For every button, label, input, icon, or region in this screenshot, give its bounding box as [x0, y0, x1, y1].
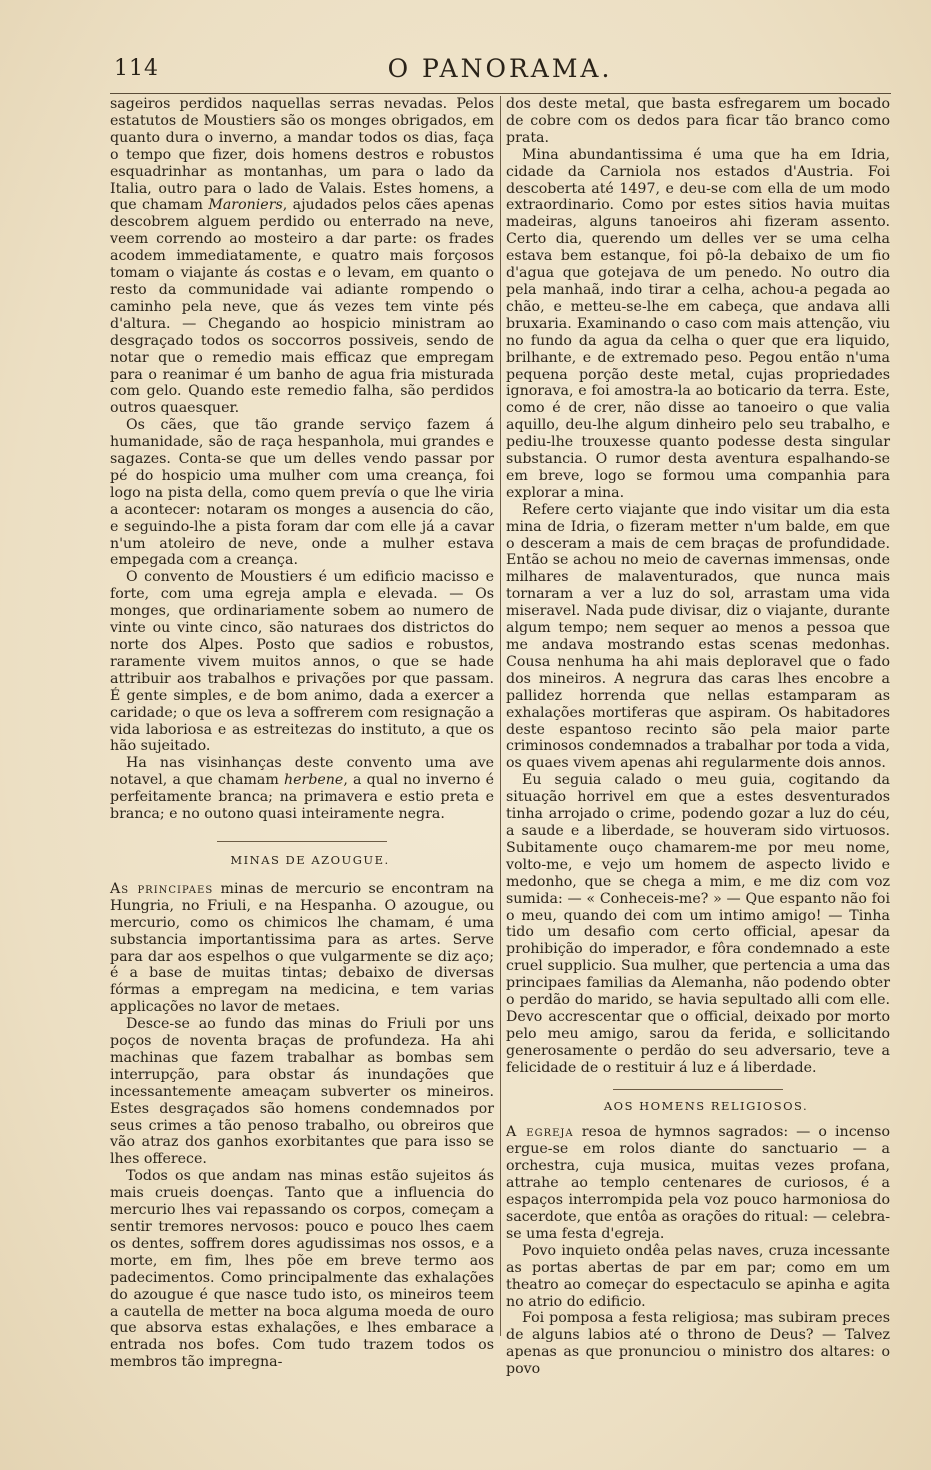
text-run: minas de mercurio se encontram na Hungria, no Friuli, e na Hespanha. O azougue, ou mercurio, como os chimicos lhe chamam, é uma substancia importantissima para as artes. Serve para dar aos espelhos o que vulgarmente se diz aço; é a base de muitas tintas; debaixo de diversas fórmas a empregam na medicina, e tem varias applicações no lavor de metaes.	[110, 880, 494, 1016]
page-header	[110, 50, 890, 90]
text-run: Ha nas visinhanças deste convento uma ave notavel, a que chamam	[110, 755, 494, 789]
paragraph: Refere certo viajante que indo visitar um dia esta mina de Idria, o fizeram metter n'um balde, em que o desceram a mais de cem braças de profundidade. Então se achou no meio de cavernas immensas, onde milhares de malaventurados, que nunca mais tornaram a ver a luz do sol, arrastam uma vida miseravel. Nada pude divisar, diz o viajante, durante algum tempo; nem sequer ao menos a pessoa que me andava mostrando estas scenas medonhas. Cousa nenhuma ha ahi mais deploravel que o fado dos mineiros. A negrura das caras lhes encobre a pallidez horrenda que nellas estamparam as exhalações mortiferas que aspiram. Os habitadores deste espantoso recinto são pela maior parte criminosos condemnados a trabalhar por toda a vida, os quaes vivem apenas ahi regularmente dois annos.	[506, 501, 890, 772]
paragraph: Desce-se ao fundo das minas do Friuli por uns poços de noventa braças de profundeza. Ha ahi machinas que fazem trabalhar as bombas sem interrupção, para obstar ás inundações que incessantemente ameaçam subverter os mineiros. Estes desgraçados são homens condemnados por seus crimes a tão penoso trabalho, ou obreiros que vão atraz dos ganhos exorbitantes que para isso se lhes offerece.	[110, 1016, 494, 1168]
text-run: , a qual no inverno é perfeitamente branca; na primavera e estio preta e branca; e no outono quasi inteiramente negra.	[110, 772, 495, 823]
text-run: sageiros perdidos naquellas serras nevadas. Pelos estatutos de Moustiers são os monges obrigados, em quanto dura o inverno, a mandar todos os dias, faça o tempo que fizer, dois homens destros e robustos esquadrinhar as montanhas, um para o lado da Italia, outro para o lado de Valais. Estes homens, a que chamam	[110, 96, 494, 214]
italic-term: herbene	[284, 772, 344, 789]
paragraph: dos deste metal, que basta esfregarem um bocado de cobre com os dedos para ficar tão branco como prata.	[506, 96, 890, 146]
paragraph	[110, 881, 494, 1016]
lead-in: As principaes	[110, 880, 214, 897]
paragraph: O convento de Moustiers é um edificio macisso e forte, com uma egreja ampla e elevada. — Os monges, que ordinariamente sobem ao numero de vinte ou vinte cinco, são naturaes dos districtos do norte dos Alpes. Posto que sadios e robustos, raramente vivem muitos annos, o que se hade attribuir aos trabalhos e privações por que passam. É gente simples, e de bom animo, dada a exercer a caridade; o que os leva a soffrerem com resignação a vida laboriosa e as estreitezas do instituto, a que os hão sujeitado.	[110, 569, 494, 755]
section-title: MINAS DE AZOUGUE.	[230, 852, 390, 867]
running-title: O PANORAMA.	[387, 54, 613, 83]
paragraph	[110, 96, 494, 417]
paragraph: Mina abundantissima é uma que ha em Idria, cidade da Carniola nos estados d'Austria. Foi descoberta até 1497, e deu-se com ella de um modo extraordinario. Como por estes sitios havia muitas madeiras, alguns tanoeiros ahi fizeram assento. Certo dia, querendo um delles ver se uma celha estava bem estanque, foi pô-la debaixo de um fio d'agua que gotejava de um penedo. No outro dia pela manhaã, indo tirar a celha, achou-a pegada ao chão, e metteu-se-lhe em cabeça, que andava alli bruxaria. Examinando o caso com mais attenção, viu no fundo da agua da celha o quer que era liquido, brilhante, e de extremado peso. Pegou então n'uma pequena porção deste metal, cujas propriedades ignorava, e foi amostra-la ao boticario da terra. Este, como é de crer, não disse ao tanoeiro o que valia aquillo, deu-lhe algum dinheiro pelo seu trabalho, e pediu-lhe trouxesse quanto podesse desta singular substancia. O rumor desta aventura espalhando-se em breve, logo se formou uma companhia para explorar a mina.	[506, 146, 890, 501]
italic-term: Maroniers	[208, 197, 283, 214]
column-divider	[500, 96, 501, 1336]
paragraph: Eu seguia calado o meu guia, cogitando da situação horrivel em que a estes desventurados tinha arrojado o crime, podendo gozar a luz do céu, a saude e a liberdade, se houveram sido virtuosos. Subitamente ouço chamarem-me por meu nome, volto-me, e vejo um homem de aspecto livido e medonho, que se chega a mim, e me diz com voz sumida: — « Conheceis-me? » — Que espanto não foi o meu, quando dei com um intimo amigo! — Tinha tido um desafio com certo official, apesar da prohibição do imperador, e fôra condemnado a este cruel supplicio. Sua mulher, que pertencia a uma das principaes familias da Alemanha, não podendo obter o perdão do marido, se havia sepultado alli com elle. Devo accrescentar que o official, deixado por morto pelo meu amigo, sarou da ferida, e sollicitando generosamente o perdão do seu adversario, teve a felicidade de o restituir á luz e á liberdade.	[506, 772, 890, 1076]
text-run: resoa de hymnos sagrados: — o incenso ergue-se em rolos diante do sanctuario — a orchestra, cuja musica, muitas vezes profana, attrahe ao templo centenares de curiosos, é a espaços interrompida pela voz pouco harmoniosa do sacerdote, que entôa as orações do ritual: — celebra-se uma festa d'egreja.	[506, 1124, 891, 1242]
section-title: AOS HOMENS RELIGIOSOS.	[603, 1098, 809, 1113]
paragraph	[506, 1124, 890, 1242]
paragraph: Foi pomposa a festa religiosa; mas subiram preces de alguns labios até o throno de Deus? — Talvez apenas as que pronunciou o ministro dos altares: o povo	[506, 1310, 890, 1378]
header-rule	[110, 93, 891, 94]
paragraph	[110, 755, 494, 823]
paragraph: Os cães, que tão grande serviço fazem á humanidade, são de raça hespanhola, mui grandes e sagazes. Conta-se que um delles vendo passar por pé do hospicio uma mulher com uma creança, foi logo na pista della, como quem prevía o que lhe viria a acontecer: notaram os monges a ausencia do cão, e seguindo-lhe a pista foram dar com elle já a cavar n'um atoleiro de neve, onde a mulher estava empegada com a creança.	[110, 417, 494, 569]
page-number: 114	[114, 56, 159, 81]
paragraph: Todos os que andam nas minas estão sujeitos ás mais crueis doenças. Tanto que a influencia do mercurio lhes vai repassando os corpos, começam a sentir tremores nervosos: pouco e pouco lhes caem os dentes, soffrem dores agudissimas nos ossos, e a morte, em fim, lhes põe em breve termo aos padecimentos. Como principalmente das exhalações do azougue é que nasce tudo isto, os mineiros teem a cautella de metter na boca alguma moeda de ouro que absorva estas exhalações, e lhes embarace a entrada nos bofes. Com tudo trazem todos os membros tão impregna-	[110, 1168, 494, 1371]
lead-in: A egreja	[506, 1124, 574, 1141]
paragraph: Povo inquieto ondêa pelas naves, cruza incessante as portas abertas de par em par; como em um theatro ao começar do espectaculo se apinha e agita no atrio do edificio.	[506, 1242, 890, 1310]
left-column	[110, 96, 494, 1371]
text-run: , ajudados pelos cães apenas descobrem alguem perdido ou enterrado na neve, veem correndo ao mosteiro a dar parte: os frades acodem immediatamente, e quatro mais forçosos tomam o viajante ás costas e o levam, em quanto o resto da communidade vai adiante rompendo o caminho pela neve, que ás vezes tem vinte pés d'altura. — Chegando ao hospicio ministram ao desgraçado todos os soccorros possiveis, sendo de notar que o remedio mais efficaz que empregam para o reanimar é um banho de agua fria misturada com gelo. Quando este remedio falha, são perdidos outros quaesquer.	[110, 197, 494, 417]
right-column	[506, 96, 890, 1378]
